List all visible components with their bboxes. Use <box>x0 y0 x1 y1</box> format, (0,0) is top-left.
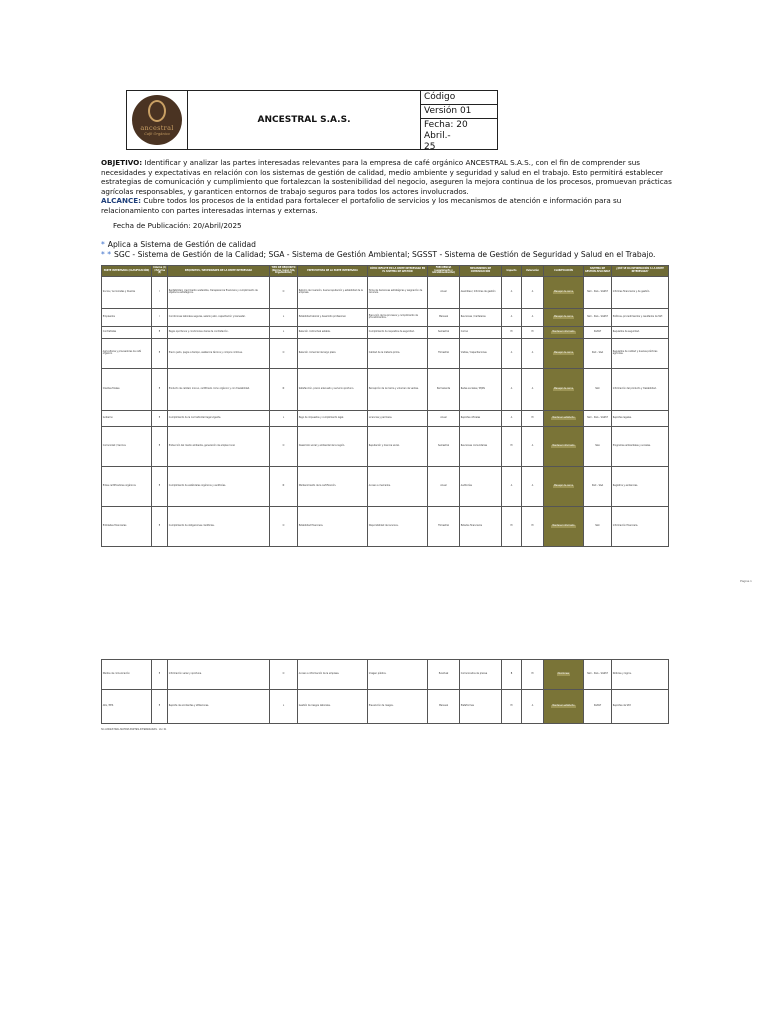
cell-parte: Contratistas <box>102 326 152 338</box>
cell-parte: Medios de comunicación <box>102 660 152 690</box>
cell-frec: Permanente <box>428 368 460 410</box>
cell-info: Información financiera. <box>612 506 669 546</box>
cell-ie: E <box>152 466 168 506</box>
cell-val: M <box>522 506 544 546</box>
cell-exp: Pago de impuestos y cumplimiento legal. <box>298 410 368 426</box>
document-meta <box>421 91 497 152</box>
cell-parte: Entidades financieras <box>102 506 152 546</box>
cell-imp: A <box>502 410 522 426</box>
cell-sis: SGA <box>584 426 612 466</box>
version-cell: Versión 01 <box>421 105 497 119</box>
cell-exp: Desarrollo social y ambiental de la región. <box>298 426 368 466</box>
table-row <box>102 338 669 368</box>
cell-ie: I <box>152 276 168 308</box>
cell-parte: Empleados <box>102 308 152 326</box>
legend-systems: * * SGC - Sistema de Gestión de la Calidad; SGA - Sistema de Gestión Ambiental; SGSST - Sistema de Gestión de Seguridad y Salud en el Trabajo. <box>101 250 656 259</box>
cell-info: Noticias y logros. <box>612 660 669 690</box>
cell-imp: M <box>502 690 522 724</box>
cell-ie: E <box>152 410 168 426</box>
cell-influye: Acceso a mercados. <box>368 466 428 506</box>
cell-meca: Correo <box>460 326 502 338</box>
cell-parte: Gobierno <box>102 410 152 426</box>
cell-sis: SGC - SGA - SGSST <box>584 276 612 308</box>
table-row <box>102 368 669 410</box>
cell-meca: Redes sociales / PQRS <box>460 368 502 410</box>
table-row <box>102 326 669 338</box>
cell-meca: Reuniones / Carteleras <box>460 308 502 326</box>
cell-tipo: N <box>270 466 298 506</box>
column-header: EXPECTATIVAS DE LA PARTE INTERESADA <box>298 266 368 277</box>
cell-meca: Auditorías <box>460 466 502 506</box>
cell-frec: Eventual <box>428 660 460 690</box>
cell-info: Requisitos de calidad y buenas prácticas agrícolas. <box>612 338 669 368</box>
cell-exp: Mantenimiento de la certificación. <box>298 466 368 506</box>
cell-val: A <box>522 338 544 368</box>
table-row <box>102 276 669 308</box>
cell-imp: A <box>502 338 522 368</box>
company-name: ANCESTRAL S.A.S. <box>188 91 421 149</box>
code-cell: Código <box>421 91 497 105</box>
cell-req: Información veraz y oportuna. <box>168 660 270 690</box>
cell-req: Precio justo, pagos a tiempo, asistencia técnica y compra continua. <box>168 338 270 368</box>
cell-parte: Socios / Accionistas y Dueños <box>102 276 152 308</box>
cell-meca: Reportes oficiales <box>460 410 502 426</box>
cell-tipo: L <box>270 308 298 326</box>
column-header: Impacto <box>502 266 522 277</box>
cell-tipo: O <box>270 506 298 546</box>
cell-meca: Asamblea / Informes de gestión <box>460 276 502 308</box>
cell-val: A <box>522 690 544 724</box>
coffee-bean-icon <box>148 100 166 122</box>
cell-parte: ARL / EPS <box>102 690 152 724</box>
cell-sis: SGC - SGA - SGSST <box>584 660 612 690</box>
cell-val: M <box>522 660 544 690</box>
cell-clas: Manejar de cerca <box>544 338 584 368</box>
cell-tipo: O <box>270 660 298 690</box>
column-header: SISTEMA DE GESTIÓN APLICABLE <box>584 266 612 277</box>
cell-info: Registros y evidencias. <box>612 466 669 506</box>
cell-req: Producto de calidad, inocuo, certificado como orgánico y con trazabilidad. <box>168 368 270 410</box>
cell-sis: SGC - SGA <box>584 338 612 368</box>
cell-clas: Manejar de cerca <box>544 276 584 308</box>
cell-sis: SGC - SGA <box>584 466 612 506</box>
cell-ie: E <box>152 426 168 466</box>
cell-tipo: O <box>270 338 298 368</box>
cell-influye: Imagen pública. <box>368 660 428 690</box>
cell-req: Cumplimiento de la normatividad legal vigente. <box>168 410 270 426</box>
cell-influye: Ejecución de los procesos y cumplimiento de procedimientos. <box>368 308 428 326</box>
date-cell: Fecha: 20 Abril.- 25 <box>424 120 468 152</box>
cell-clas: Monitorear <box>544 660 584 690</box>
cell-parte: Clientes finales <box>102 368 152 410</box>
cell-tipo: L <box>270 690 298 724</box>
table-row <box>102 660 669 690</box>
stakeholders-table <box>101 265 669 547</box>
company-logo <box>127 91 188 149</box>
logo-subtitle: Café Orgánico <box>144 132 170 136</box>
cell-clas: Mantener satisfecho <box>544 690 584 724</box>
column-header: ¿QUÉ SE DA INFORMACIÓN A LA PARTE INTERESADA? <box>612 266 669 277</box>
cell-exp: Satisfacción, precio adecuado y servicio oportuno. <box>298 368 368 410</box>
cell-imp: A <box>502 466 522 506</box>
cell-req: Protección del medio ambiente, generación de empleo local. <box>168 426 270 466</box>
cell-ie: E <box>152 368 168 410</box>
cell-clas: Manejar de cerca <box>544 466 584 506</box>
cell-influye: Cumplimiento de requisitos de seguridad. <box>368 326 428 338</box>
cell-influye: Reputación y licencia social. <box>368 426 428 466</box>
cell-val: A <box>522 426 544 466</box>
cell-meca: Reuniones comunitarias <box>460 426 502 466</box>
cell-tipo: O <box>270 426 298 466</box>
cell-info: Requisitos de seguridad. <box>612 326 669 338</box>
cell-val: A <box>522 466 544 506</box>
cell-info: Reportes de SST. <box>612 690 669 724</box>
cell-req: Rentabilidad, crecimiento sostenible, transparencia financiera y cumplimiento de objetivos estratégicos. <box>168 276 270 308</box>
cell-imp: M <box>502 326 522 338</box>
cell-clas: Mantener informado <box>544 506 584 546</box>
cell-clas: Manejar de cerca <box>544 308 584 326</box>
cell-sis: SGC <box>584 368 612 410</box>
page-number: Página 1 <box>740 579 752 583</box>
column-header: CÓMO INFLUYE EN LA PARTE INTERESADA EN EL SISTEMA DE GESTIÓN <box>368 266 428 277</box>
logo-brand: ancestral <box>140 124 174 132</box>
table-row <box>102 410 669 426</box>
cell-info: Políticas, procedimientos y resultados de SST. <box>612 308 669 326</box>
cell-info: Informes financieros y de gestión. <box>612 276 669 308</box>
cell-imp: M <box>502 506 522 546</box>
objective-paragraph: OBJETIVO: Identificar y analizar las partes interesadas relevantes para la empresa de café orgánico ANCESTRAL S.A.S., con el fin de comprender sus necesidades y expectativas en relación con los sistemas de gestión de calidad, medio ambiente y seguridad y salud en el trabajo. Esto permitirá establecer estrategias de comunicación y cumplimiento que fortalezcan la sostenibilidad del negocio, aseguren la mejora continua de los procesos, promuevan prácticas agrícolas responsables, y garanticen entornos de trabajo seguros para todos los actores involucrados. ALCANCE: Cubre todos los procesos de la entidad para fortalecer el portafolio de servicios y los mecanismos de atención e información para su relacionamiento con partes interesadas internas y externas. <box>101 158 672 215</box>
cell-clas: Mantener informado <box>544 426 584 466</box>
cell-frec: Trimestral <box>428 338 460 368</box>
cell-parte: Agricultores y proveedores de café orgánico <box>102 338 152 368</box>
cell-frec: Mensual <box>428 690 460 724</box>
cell-parte: Comunidad / Vecinos <box>102 426 152 466</box>
publication-date: Fecha de Publicación: 20/Abril/2025 <box>113 221 242 230</box>
cell-tipo: O <box>270 276 298 308</box>
cell-imp: A <box>502 276 522 308</box>
cell-exp: Relación comercial de largo plazo. <box>298 338 368 368</box>
cell-frec: Anual <box>428 276 460 308</box>
cell-req: Reporte de accidentes y afiliaciones. <box>168 690 270 724</box>
document-footer: SC-ANCESTRAL-MATRIZ-PARTES-INTERESADAS · Ver. 01 <box>101 728 167 731</box>
cell-meca: Comunicados de prensa <box>460 660 502 690</box>
cell-ie: E <box>152 326 168 338</box>
cell-meca: Plataformas <box>460 690 502 724</box>
column-header: Valoración <box>522 266 544 277</box>
cell-influye: Percepción de la marca y volumen de ventas. <box>368 368 428 410</box>
column-header: FRECUENCIA (seguimiento y retroalimentación) <box>428 266 460 277</box>
cell-meca: Estados financieros <box>460 506 502 546</box>
cell-tipo: L <box>270 410 298 426</box>
cell-influye: Licencias y permisos. <box>368 410 428 426</box>
cell-req: Condiciones laborales seguras, salario justo, capacitación y bienestar. <box>168 308 270 326</box>
column-header: CLASIFICACIÓN <box>544 266 584 277</box>
cell-exp: Estabilidad financiera. <box>298 506 368 546</box>
cell-imp: M <box>502 426 522 466</box>
column-header: TIPO DE REQUISITO (Norma, legal, SIG, Organización) <box>270 266 298 277</box>
scope-text: Cubre todos los procesos de la entidad para fortalecer el portafolio de servicios y los mecanismos de atención e información para su relacionamiento con partes interesadas internas y externas. <box>101 196 622 215</box>
column-header: MECANISMOS DE COMUNICACIÓN <box>460 266 502 277</box>
cell-frec: Mensual <box>428 308 460 326</box>
cell-info: Información del producto y trazabilidad. <box>612 368 669 410</box>
cell-sis: SGC <box>584 506 612 546</box>
cell-influye: Prevención de riesgos. <box>368 690 428 724</box>
cell-sis: SGSST <box>584 326 612 338</box>
column-header: PARTE INTERESADA (CLASIFICACIÓN) <box>102 266 152 277</box>
cell-clas: Mantener informado <box>544 326 584 338</box>
cell-tipo: N <box>270 368 298 410</box>
cell-influye: Toma de decisiones estratégicas y asignación de recursos. <box>368 276 428 308</box>
cell-ie: E <box>152 690 168 724</box>
cell-sis: SGC - SGA - SGSST <box>584 308 612 326</box>
cell-exp: Retorno de inversión, buena reputación y estabilidad de la empresa. <box>298 276 368 308</box>
cell-val: A <box>522 276 544 308</box>
cell-influye: Disponibilidad de recursos. <box>368 506 428 546</box>
cell-frec: Anual <box>428 410 460 426</box>
cell-val: A <box>522 308 544 326</box>
column-header: REQUISITOS / NECESIDADES DE LA PARTE INTERESADA <box>168 266 270 277</box>
cell-req: Cumplimiento de obligaciones crediticias. <box>168 506 270 546</box>
cell-frec: Semestral <box>428 326 460 338</box>
table-row <box>102 426 669 466</box>
cell-influye: Calidad de la materia prima. <box>368 338 428 368</box>
cell-imp: A <box>502 308 522 326</box>
cell-imp: B <box>502 660 522 690</box>
table-row <box>102 466 669 506</box>
cell-tipo: L <box>270 326 298 338</box>
cell-info: Reportes legales. <box>612 410 669 426</box>
cell-clas: Mantener satisfecho <box>544 410 584 426</box>
table-row <box>102 308 669 326</box>
legend-quality: * Aplica a Sistema de Gestión de calidad <box>101 240 256 249</box>
cell-info: Programas ambientales y sociales. <box>612 426 669 466</box>
cell-exp: Relación contractual estable. <box>298 326 368 338</box>
column-header: Interna (I) / Externa (E) <box>152 266 168 277</box>
cell-ie: E <box>152 506 168 546</box>
cell-req: Cumplimiento de estándares orgánicos y auditorías. <box>168 466 270 506</box>
cell-val: A <box>522 368 544 410</box>
cell-sis: SGC - SGA - SGSST <box>584 410 612 426</box>
table-row <box>102 506 669 546</box>
cell-req: Pagos oportunos y condiciones claras de contratación. <box>168 326 270 338</box>
cell-exp: Estabilidad laboral y desarrollo profesional. <box>298 308 368 326</box>
cell-exp: Gestión de riesgos laborales. <box>298 690 368 724</box>
cell-ie: E <box>152 338 168 368</box>
cell-exp: Acceso a información de la empresa. <box>298 660 368 690</box>
cell-clas: Manejar de cerca <box>544 368 584 410</box>
cell-parte: Entes certificadores orgánicos <box>102 466 152 506</box>
document-header <box>126 90 498 150</box>
cell-meca: Visitas / Capacitaciones <box>460 338 502 368</box>
cell-imp: A <box>502 368 522 410</box>
cell-frec: Anual <box>428 466 460 506</box>
table-header-row <box>102 266 669 277</box>
table-row <box>102 690 669 724</box>
cell-ie: E <box>152 660 168 690</box>
stakeholders-table-continued <box>101 659 669 724</box>
cell-val: M <box>522 410 544 426</box>
cell-ie: I <box>152 308 168 326</box>
cell-frec: Semestral <box>428 426 460 466</box>
cell-val: M <box>522 326 544 338</box>
cell-frec: Trimestral <box>428 506 460 546</box>
cell-sis: SGSST <box>584 690 612 724</box>
